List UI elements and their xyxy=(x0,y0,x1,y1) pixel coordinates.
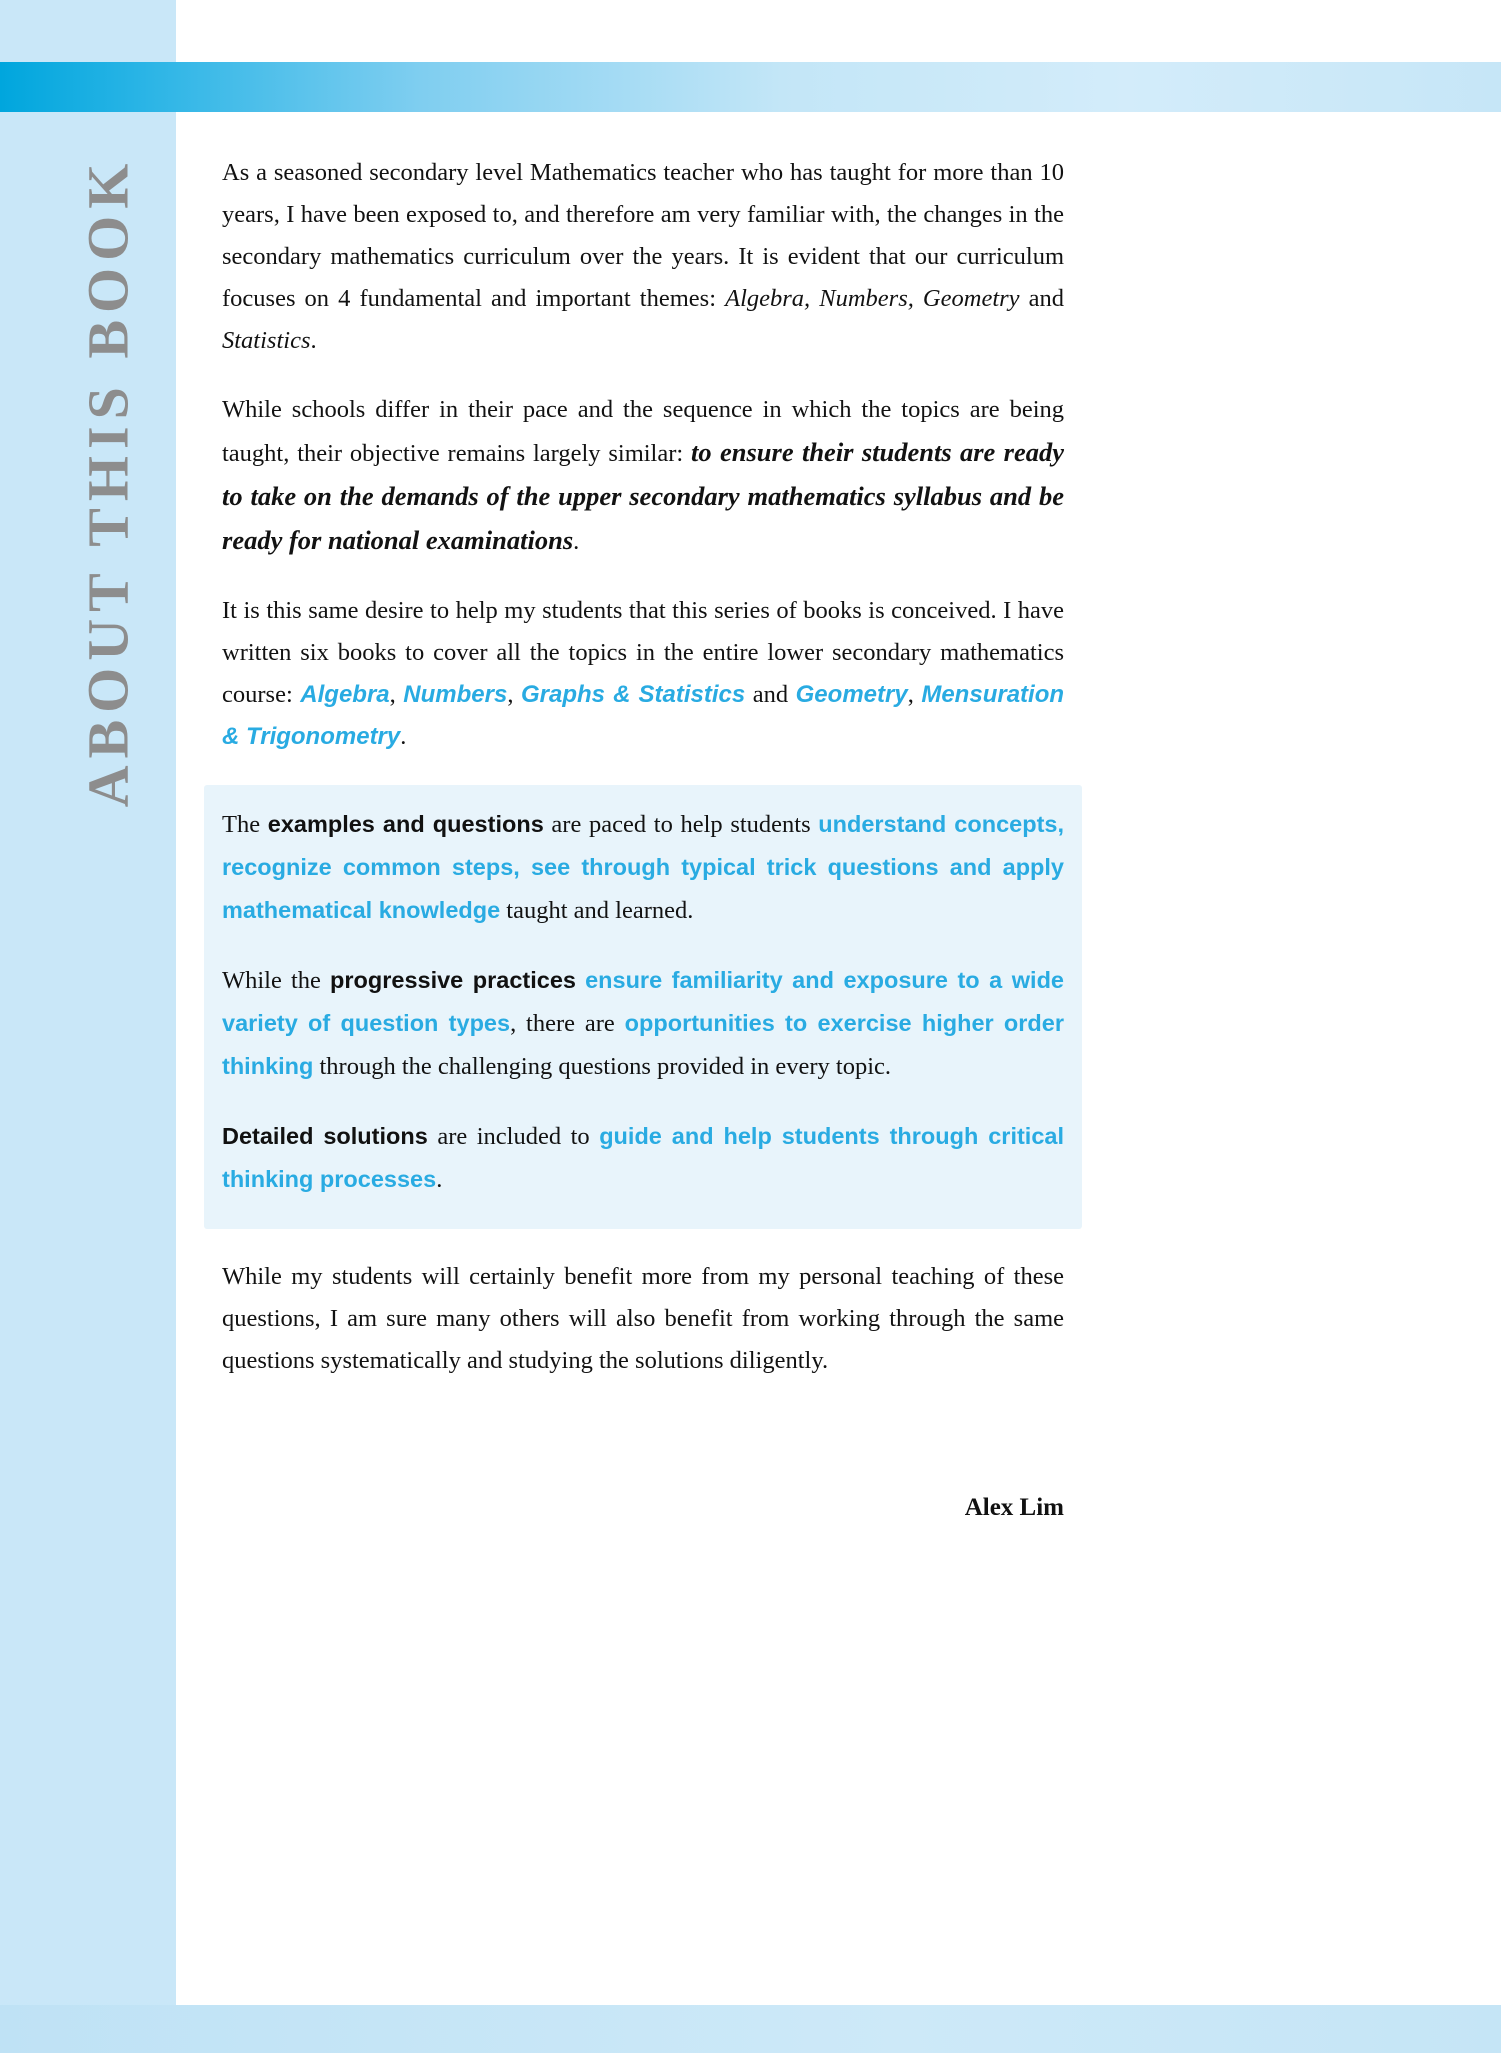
text-run: Geometry xyxy=(795,681,908,708)
paragraph-examples xyxy=(222,803,1064,932)
text-run: Algebra xyxy=(300,681,390,708)
text-run: Algebra, Numbers, Geometry xyxy=(725,285,1020,312)
text-run: taught and learned. xyxy=(500,897,694,924)
paragraph-series xyxy=(222,590,1064,758)
paragraph-practices xyxy=(222,959,1064,1088)
highlight-box xyxy=(204,785,1082,1229)
text-run: , there are xyxy=(510,1010,625,1037)
text-run: through the challenging questions provided in every topic. xyxy=(313,1053,892,1080)
text-run: , xyxy=(507,681,521,708)
text-run: are paced to help students xyxy=(543,811,819,838)
text-run: understand concepts, recognize common steps, see through typical trick questions and apply mathematical knowledge xyxy=(222,811,1064,923)
text-run: Graphs & Statistics xyxy=(520,681,746,708)
bottom-gradient-bar xyxy=(0,2005,1501,2053)
text-run: Numbers xyxy=(403,681,508,708)
text-run: opportunities to exercise higher order thinking xyxy=(222,1010,1064,1079)
text-run: It is this same desire to help my students that this series of books is conceived. I have written six books to cover all the topics in the entire lower secondary mathematics course: xyxy=(222,597,1064,708)
text-run: While schools differ in their pace and the sequence in which the topics are being taught, their objective remains largely similar: xyxy=(222,396,1064,467)
text-run: . xyxy=(436,1166,443,1193)
text-run: As a seasoned secondary level Mathematics teacher who has taught for more than 10 years, I have been exposed to, and therefore am very familiar with, the changes in the secondary mathematics curriculum over the years. It is evident that our curriculum focuses on 4 fundamental and important themes: xyxy=(222,159,1064,312)
text-run: ensure familiarity and exposure to a wide variety of question types xyxy=(222,967,1064,1036)
author-signature: Alex Lim xyxy=(964,1494,1064,1521)
top-gradient-bar xyxy=(0,62,1501,112)
text-run xyxy=(576,967,585,994)
text-run: Statistics xyxy=(222,327,311,354)
text-run: . xyxy=(310,327,317,354)
text-run: Detailed solutions xyxy=(222,1123,428,1149)
text-run: , xyxy=(389,681,404,708)
text-run: guide and help students through critical thinking processes xyxy=(222,1123,1065,1192)
text-run: The xyxy=(222,811,268,838)
text-run: are included to xyxy=(427,1123,600,1150)
text-run: and xyxy=(745,681,796,708)
text-run: to ensure their students are ready to take on the demands of the upper secondary mathematics syllabus and be ready for national examinations xyxy=(222,437,1064,555)
content-area xyxy=(222,152,1064,1522)
text-run: Mensuration & Trigonometry xyxy=(222,681,1065,750)
text-run: While the xyxy=(222,967,331,994)
paragraph-objective xyxy=(222,389,1064,563)
text-run: and xyxy=(1019,285,1065,312)
page-title-vertical: ABOUT THIS BOOK xyxy=(75,156,141,808)
paragraph-closing xyxy=(222,1256,1064,1382)
text-run: progressive practices xyxy=(330,967,576,993)
text-run: , xyxy=(907,681,922,708)
text-run: While my students will certainly benefit more from my personal teaching of these questions, I am sure many others will also benefit from working through the same questions systematically and studying the solutions diligently. xyxy=(222,1263,1064,1374)
text-run: . xyxy=(573,528,580,555)
paragraph-solutions xyxy=(222,1115,1064,1201)
text-run: . xyxy=(400,723,407,750)
paragraph-intro xyxy=(222,152,1064,362)
text-run: examples and questions xyxy=(267,811,544,837)
